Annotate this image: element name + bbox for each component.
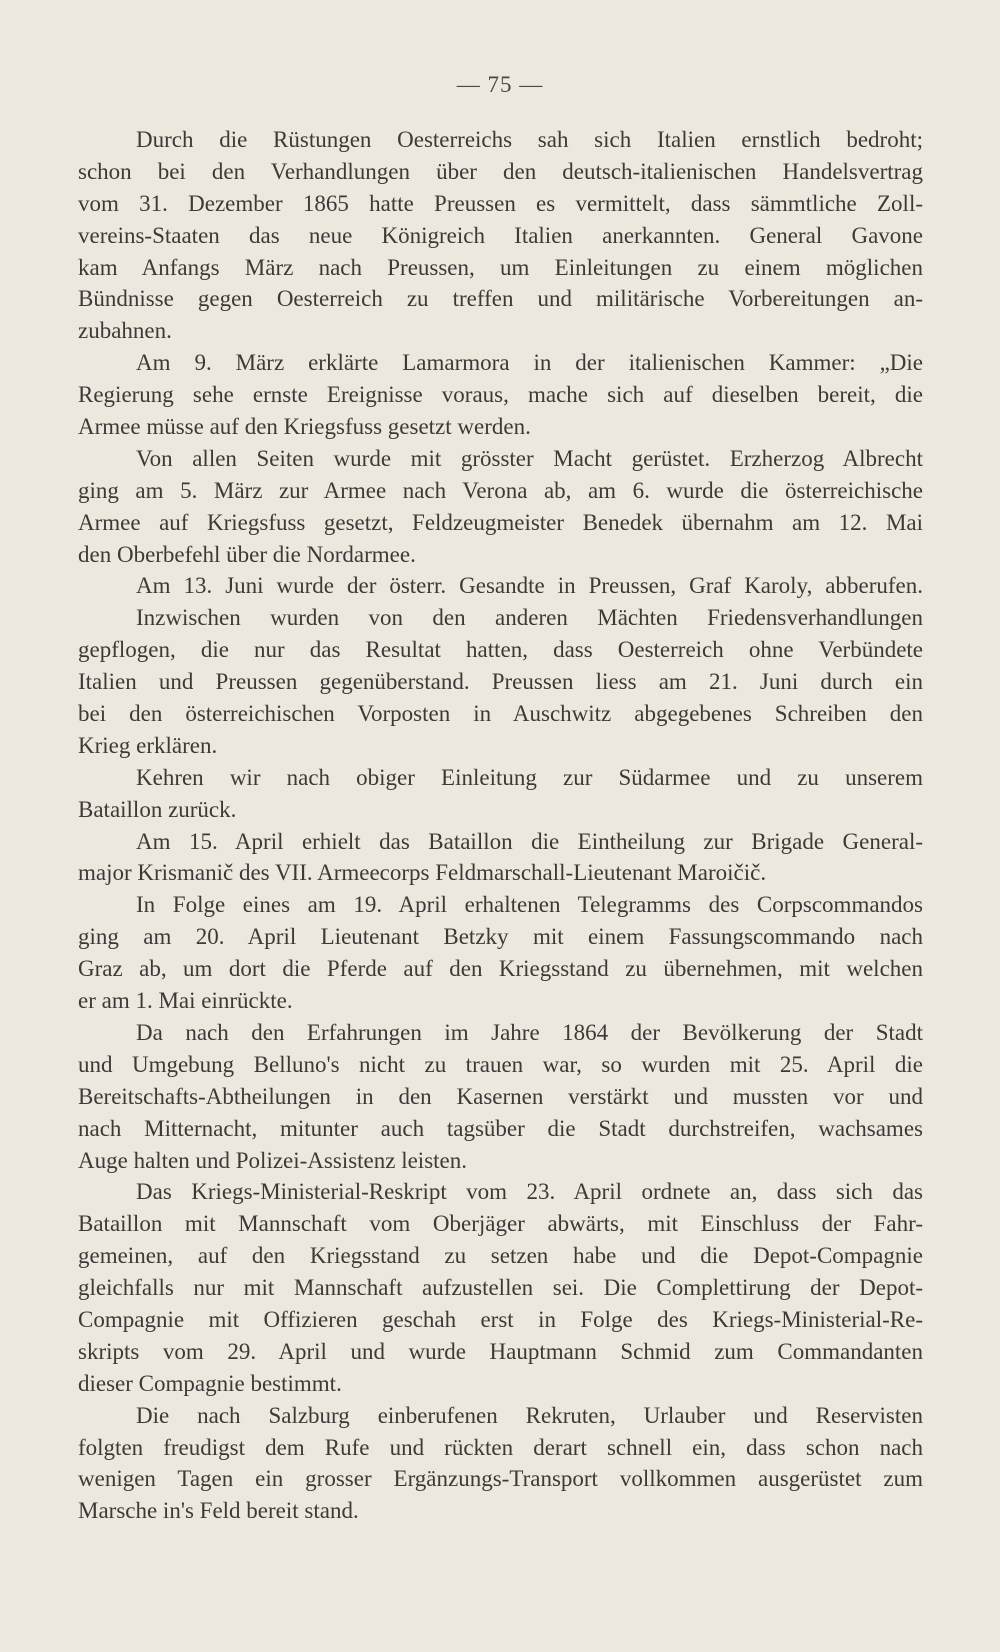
text-line: Da nach den Erfahrungen im Jahre 1864 der Bevölkerung der Stadt	[136, 1019, 923, 1045]
text-line: schon bei den Verhandlungen über den deutsch-italienischen Handelsvertrag	[78, 158, 923, 184]
text-line: ging am 5. März zur Armee nach Verona ab, am 6. wurde die österreichische	[78, 477, 923, 503]
text-line: Armee müsse auf den Kriegsfuss gesetzt werden.	[78, 414, 531, 440]
text-line: er am 1. Mai einrückte.	[78, 988, 293, 1014]
text-line: und Umgebung Belluno's nicht zu trauen war, so wurden mit 25. April die	[78, 1051, 923, 1077]
text-line: nach Mitternacht, mitunter auch tagsüber die Stadt durchstreifen, wachsames	[78, 1115, 923, 1141]
text-line: Regierung sehe ernste Ereignisse voraus, mache sich auf dieselben bereit, die	[78, 382, 923, 408]
text-line: Italien und Preussen gegenüberstand. Preussen liess am 21. Juni durch ein	[78, 669, 923, 695]
text-line: Marsche in's Feld bereit stand.	[78, 1498, 359, 1524]
text-line: Graz ab, um dort die Pferde auf den Kriegsstand zu übernehmen, mit welchen	[78, 956, 923, 982]
text-line: Am 13. Juni wurde der österr. Gesandte in Preussen, Graf Karoly, abberufen.	[136, 573, 923, 599]
text-line: skripts vom 29. April und wurde Hauptmann Schmid zum Commandanten	[78, 1338, 923, 1364]
text-line: bei den österreichischen Vorposten in Auschwitz abgegebenes Schreiben den	[78, 701, 923, 727]
text-line: vom 31. Dezember 1865 hatte Preussen es vermittelt, dass sämmtliche Zoll-	[78, 190, 923, 216]
text-line: Die nach Salzburg einberufenen Rekruten, Urlauber und Reservisten	[136, 1402, 923, 1428]
text-line: gleichfalls nur mit Mannschaft aufzustellen sei. Die Complettirung der Depot-	[78, 1275, 923, 1301]
text-line: kam Anfangs März nach Preussen, um Einleitungen zu einem möglichen	[78, 254, 923, 280]
text-line: major Krismanič des VII. Armeecorps Feldmarschall-Lieutenant Maroičič.	[78, 860, 767, 886]
text-line: Am 15. April erhielt das Bataillon die Eintheilung zur Brigade General-	[136, 828, 923, 854]
text-line: folgten freudigst dem Rufe und rückten derart schnell ein, dass schon nach	[78, 1434, 923, 1460]
text-line: ging am 20. April Lieutenant Betzky mit einem Fassungscommando nach	[78, 924, 923, 950]
page-number: — 75 —	[456, 72, 544, 97]
text-line: Das Kriegs-Ministerial-Reskript vom 23. April ordnete an, dass sich das	[136, 1179, 923, 1205]
text-line: Kehren wir nach obiger Einleitung zur Südarmee und zu unserem	[136, 764, 923, 790]
text-line: Von allen Seiten wurde mit grösster Macht gerüstet. Erzherzog Albrecht	[136, 445, 923, 471]
text-line: In Folge eines am 19. April erhaltenen Telegramms des Corpscommandos	[136, 892, 923, 918]
text-line: zubahnen.	[78, 318, 172, 344]
text-line: Krieg erklären.	[78, 732, 218, 758]
text-line: den Oberbefehl über die Nordarmee.	[78, 541, 416, 567]
text-line: Bataillon zurück.	[78, 796, 237, 822]
text-line: Am 9. März erklärte Lamarmora in der italienischen Kammer: „Die	[136, 350, 923, 376]
text-line: vereins-Staaten das neue Königreich Italien anerkannten. General Gavone	[78, 222, 923, 248]
text-line: dieser Compagnie bestimmt.	[78, 1370, 342, 1396]
text-line: Armee auf Kriegsfuss gesetzt, Feldzeugmeister Benedek übernahm am 12. Mai	[78, 509, 923, 535]
text-line: Bataillon mit Mannschaft vom Oberjäger abwärts, mit Einschluss der Fahr-	[78, 1211, 923, 1237]
text-line: wenigen Tagen ein grosser Ergänzungs-Transport vollkommen ausgerüstet zum	[78, 1466, 923, 1492]
text-line: Compagnie mit Offizieren geschah erst in Folge des Kriegs-Ministerial-Re-	[78, 1306, 923, 1332]
text-line: Bündnisse gegen Oesterreich zu treffen und militärische Vorbereitungen an-	[78, 286, 923, 312]
text-line: Bereitschafts-Abtheilungen in den Kasernen verstärkt und mussten vor und	[78, 1083, 923, 1109]
text-line: Inzwischen wurden von den anderen Mächten Friedensverhandlungen	[136, 605, 923, 631]
body-text	[78, 124, 923, 1527]
text-line: gemeinen, auf den Kriegsstand zu setzen habe und die Depot-Compagnie	[78, 1243, 923, 1269]
text-line: gepflogen, die nur das Resultat hatten, dass Oesterreich ohne Verbündete	[78, 637, 923, 663]
text-line: Auge halten und Polizei-Assistenz leisten.	[78, 1147, 468, 1173]
text-line: Durch die Rüstungen Oesterreichs sah sich Italien ernstlich bedroht;	[136, 127, 923, 152]
